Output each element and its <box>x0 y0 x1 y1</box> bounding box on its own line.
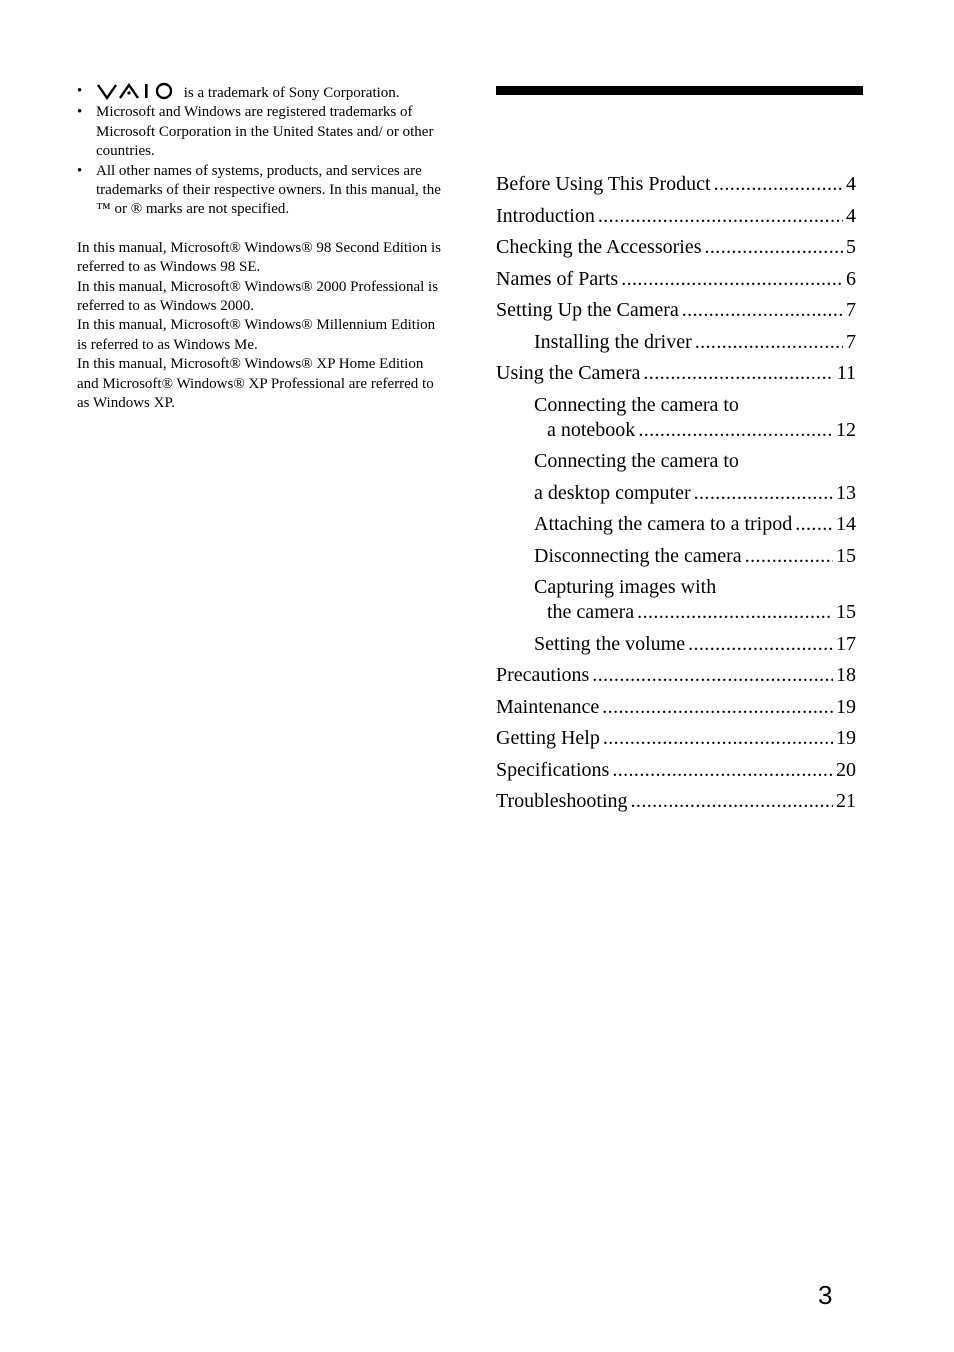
toc-page: 15 <box>836 544 856 567</box>
toc-label: Precautions <box>496 664 590 686</box>
toc-label: Maintenance <box>496 695 600 718</box>
trademark-item-vaio <box>77 82 447 103</box>
toc-entry[interactable] <box>496 267 856 299</box>
toc-subentry[interactable] <box>496 330 856 362</box>
toc-subentry[interactable] <box>496 544 856 576</box>
toc-page: 6 <box>846 267 856 290</box>
toc-label: Specifications <box>496 758 610 781</box>
note-paragraph: In this manual, Microsoft® Windows® 2000 Professional is referred to as Windows 2000. <box>77 278 439 315</box>
toc-leader <box>612 758 833 783</box>
toc-subentry-line1[interactable] <box>496 393 856 418</box>
bullet: • <box>77 83 83 99</box>
toc-label: Capturing images with <box>534 576 717 598</box>
toc-leader <box>621 267 843 292</box>
toc-leader <box>682 298 843 323</box>
toc-label: Installing the driver <box>534 330 692 353</box>
toc-entry[interactable] <box>496 172 856 204</box>
toc-subentry-line2[interactable] <box>496 600 856 632</box>
toc-page: 17 <box>836 632 856 655</box>
toc-subentry[interactable] <box>496 512 856 544</box>
toc-leader <box>631 789 833 814</box>
note-paragraph: In this manual, Microsoft® Windows® 98 Second Edition is referred to as Windows 98 SE. <box>77 239 441 276</box>
toc-leader <box>745 544 833 569</box>
toc-page: 19 <box>836 695 856 718</box>
trademark-item <box>77 103 447 161</box>
toc-leader <box>598 204 843 229</box>
toc-page: 18 <box>836 664 856 686</box>
toc-header-bar <box>496 86 863 95</box>
toc-entry[interactable] <box>496 695 856 727</box>
toc-entry[interactable] <box>496 758 856 790</box>
bullet: • <box>77 162 83 179</box>
toc-label: Troubleshooting <box>496 790 628 812</box>
toc-label: Connecting the camera to <box>534 393 739 416</box>
toc-entry[interactable] <box>496 726 856 758</box>
toc-leader <box>638 418 833 443</box>
toc-leader <box>795 512 833 537</box>
toc-page: 4 <box>846 173 856 195</box>
trademark-text: Microsoft and Windows are registered trademarks of Microsoft Corporation in the United States and/ or other countries. <box>96 104 434 160</box>
windows-naming-notes <box>77 239 447 414</box>
toc-page: 19 <box>836 727 856 749</box>
toc-leader <box>603 726 833 751</box>
toc-entry[interactable] <box>496 298 856 330</box>
toc-subentry-line1[interactable] <box>496 449 856 481</box>
toc-leader <box>705 235 844 260</box>
toc-page: 13 <box>836 481 856 504</box>
toc-page: 20 <box>836 758 856 781</box>
toc-leader <box>643 361 833 386</box>
page-number: 3 <box>818 1280 833 1310</box>
toc-subentry[interactable] <box>496 632 856 664</box>
toc-label: Checking the Accessories <box>496 236 702 258</box>
trademark-vaio-text: is a trademark of Sony Corporation. <box>180 85 400 101</box>
toc-page: 14 <box>836 513 856 535</box>
toc-leader <box>714 172 843 197</box>
toc-leader <box>592 663 833 688</box>
toc-label: Attaching the camera to a tripod <box>534 513 793 535</box>
toc-label: the camera <box>547 601 635 623</box>
toc-subentry-line2[interactable] <box>496 418 856 450</box>
trademark-text: All other names of systems, products, and services are trademarks of their respective owners. In this manual, the ™ or ® marks are not specified. <box>96 162 441 218</box>
toc-label: a desktop computer <box>534 481 691 504</box>
toc-label: a notebook <box>547 418 636 441</box>
toc-entry[interactable] <box>496 204 856 236</box>
trademark-item <box>77 162 447 220</box>
toc-page: 4 <box>846 204 856 227</box>
toc-page: 12 <box>836 418 856 441</box>
toc-subentry-line2[interactable] <box>496 481 856 513</box>
toc-label: Before Using This Product <box>496 173 711 195</box>
toc-entry[interactable] <box>496 789 856 821</box>
toc-entry[interactable] <box>496 361 856 393</box>
toc-entry[interactable] <box>496 663 856 695</box>
toc-entry[interactable] <box>496 235 856 267</box>
toc-label: Using the Camera <box>496 362 641 384</box>
toc-page: 11 <box>836 362 856 384</box>
toc-leader <box>695 330 843 355</box>
toc-leader <box>637 600 833 625</box>
toc-label: Disconnecting the camera <box>534 544 742 567</box>
toc-page: 7 <box>846 330 856 353</box>
toc-label: Getting Help <box>496 727 600 749</box>
legal-notices <box>77 82 447 414</box>
vaio-logo-icon <box>96 82 176 100</box>
table-of-contents <box>496 172 856 821</box>
toc-leader <box>688 632 833 657</box>
toc-label: Setting Up the Camera <box>496 299 679 321</box>
toc-leader <box>694 481 833 506</box>
toc-page: 15 <box>836 601 856 623</box>
note-paragraph: In this manual, Microsoft® Windows® XP Home Edition and Microsoft® Windows® XP Professional are referred to as Windows XP. <box>77 356 434 412</box>
toc-page: 5 <box>846 236 856 258</box>
toc-label: Connecting the camera to <box>534 450 739 472</box>
toc-subentry-line1[interactable] <box>496 575 856 600</box>
bullet: • <box>77 104 83 121</box>
trademark-list <box>77 82 447 220</box>
toc-label: Introduction <box>496 204 595 227</box>
toc-page: 21 <box>836 790 856 812</box>
note-paragraph: In this manual, Microsoft® Windows® Millennium Edition is referred to as Windows Me. <box>77 317 436 353</box>
toc-leader <box>602 695 833 720</box>
toc-label: Setting the volume <box>534 632 686 655</box>
toc-page: 7 <box>846 299 856 321</box>
toc-label: Names of Parts <box>496 267 619 290</box>
